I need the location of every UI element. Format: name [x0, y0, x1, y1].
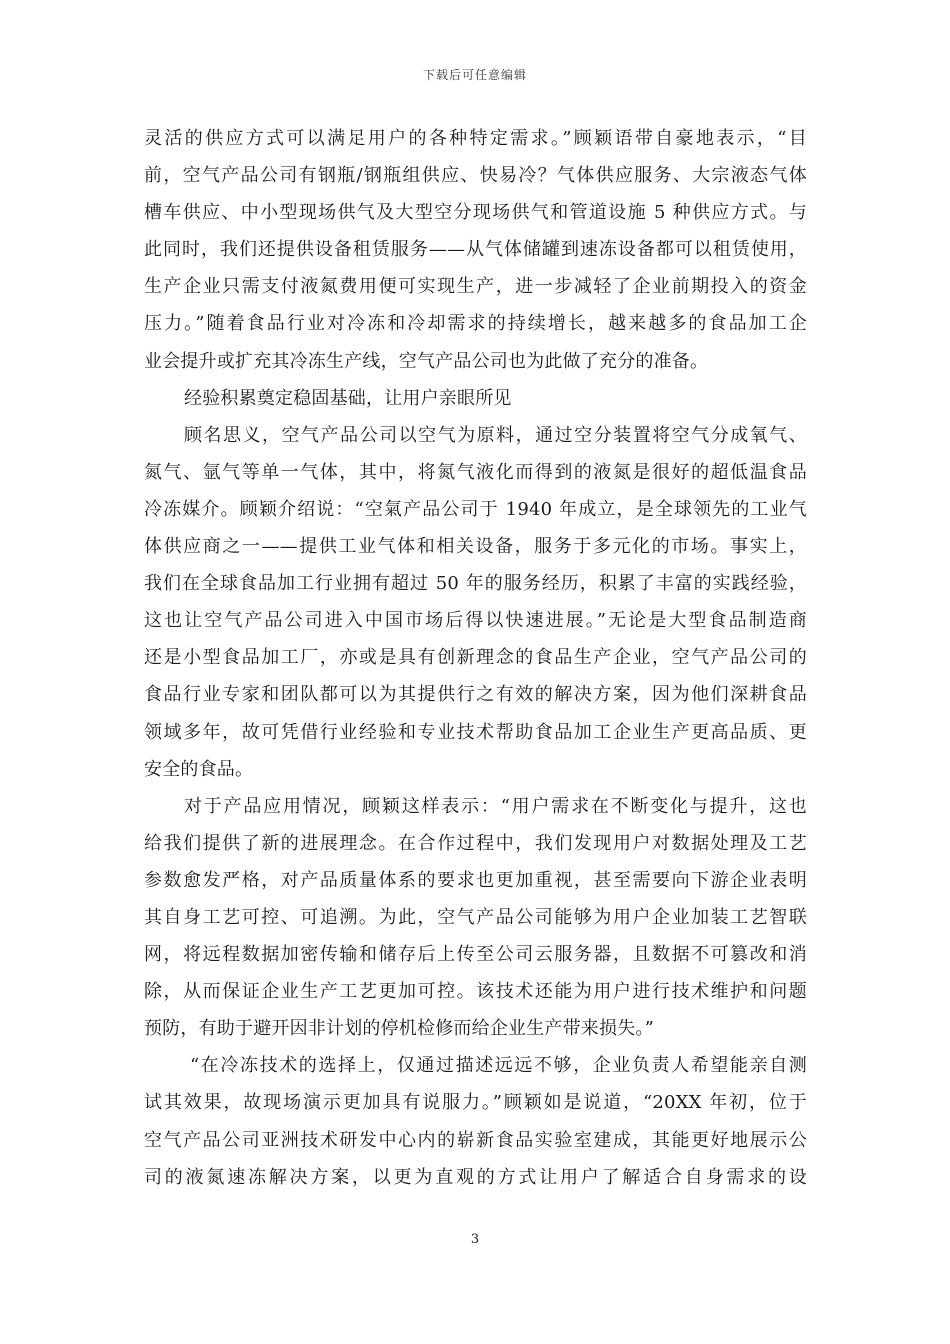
text-line: 预防，有助于避开因非计划的停机检修而给企业生产带来损失。”	[144, 1018, 654, 1040]
page-header: 下载后可任意编辑	[422, 68, 527, 82]
text-line: 除，从而保证企业生产工艺更加可控。该技术还能为用户进行技术维护和问题	[144, 981, 807, 1003]
text-line: 我们在全球食品加工行业拥有超过 50 年的服务经历，积累了丰富的实践经验，	[144, 573, 807, 595]
text-line: 灵活的供应方式可以满足用户的各种特定需求。”顾颖语带自豪地表示，“目	[144, 128, 807, 149]
text-line: 网，将远程数据加密传输和储存后上传至公司云服务器，且数据不可篡改和消	[144, 944, 807, 966]
text-line: 业会提升或扩充其冷冻生产线，空气产品公司也为此做了充分的准备。	[144, 350, 709, 372]
text-line: 氮气、氩气等单一气体，其中，将氮气液化而得到的液氮是很好的超低温食品	[144, 461, 807, 483]
text-line: 顾名思义，空气产品公司以空气为原料，通过空分装置将空气分成氧气、	[184, 424, 807, 446]
text-line: 此同时，我们还提供设备租赁服务——从气体储罐到速冻设备都可以租赁使用，	[144, 239, 807, 261]
text-line: 这也让空气产品公司进入中国市场后得以快速进展。”无论是大型食品制造商	[144, 610, 807, 632]
text-line: 其自身工艺可控、可追溯。为此，空气产品公司能够为用户企业加装工艺智联	[144, 906, 807, 928]
text-line: “在冷冻技术的选择上，仅通过描述远远不够，企业负责人希望能亲自测	[190, 1055, 807, 1077]
paragraph-1	[144, 120, 807, 380]
text-line: 前，空气产品公司有钢瓶/钢瓶组供应、快易冷？气体供应服务、大宗液态气体	[144, 165, 807, 187]
text-line: 体供应商之一——提供工业气体和相关设备，服务于多元化的市场。事实上，	[144, 536, 807, 558]
text-line: 食品行业专家和团队都可以为其提供行之有效的解决方案，因为他们深耕食品	[144, 684, 807, 706]
text-line: 司的液氮速冻解决方案，以更为直观的方式让用户了解适合自身需求的设	[144, 1166, 807, 1188]
paragraph-3	[144, 788, 807, 1048]
text-line: 槽车供应、中小型现场供气及大型空分现场供气和管道设施 5 种供应方式。与	[144, 202, 807, 224]
text-line: 空气产品公司亚洲技术研发中心内的崭新食品实验室建成，其能更好地展示公	[144, 1129, 807, 1151]
text-line: 安全的食品。	[144, 758, 254, 780]
page-number: 3	[470, 1232, 480, 1247]
text-line: 给我们提供了新的进展理念。在合作过程中，我们发现用户对数据处理及工艺	[144, 832, 807, 854]
text-line: 压力。”随着食品行业对冷冻和冷却需求的持续增长，越来越多的食品加工企	[144, 313, 807, 335]
heading-text: 经验积累奠定稳固基础，让用户亲眼所见	[184, 387, 512, 409]
document-body	[144, 120, 807, 1196]
text-line: 领域多年，故可凭借行业经验和专业技术帮助食品加工企业生产更高品质、更	[144, 721, 807, 743]
text-line: 试其效果，故现场演示更加具有说服力。”顾颖如是说道，“20XX 年初，位于	[144, 1092, 807, 1114]
paragraph-2	[144, 417, 807, 788]
text-line: 参数愈发严格，对产品质量体系的要求也更加重视，甚至需要向下游企业表明	[144, 869, 807, 891]
text-line: 生产企业只需支付液氮费用便可实现生产，进一步减轻了企业前期投入的资金	[144, 276, 807, 298]
section-heading	[144, 380, 807, 417]
text-line: 还是小型食品加工厂，亦或是具有创新理念的食品生产企业，空气产品公司的	[144, 647, 807, 669]
text-line: 冷冻媒介。顾颖介绍说：“空氣产品公司于 1940 年成立，是全球领先的工业气	[144, 498, 807, 520]
text-line: 对于产品应用情况，顾颖这样表示：“用户需求在不断变化与提升，这也	[184, 795, 807, 817]
paragraph-4	[144, 1047, 807, 1195]
